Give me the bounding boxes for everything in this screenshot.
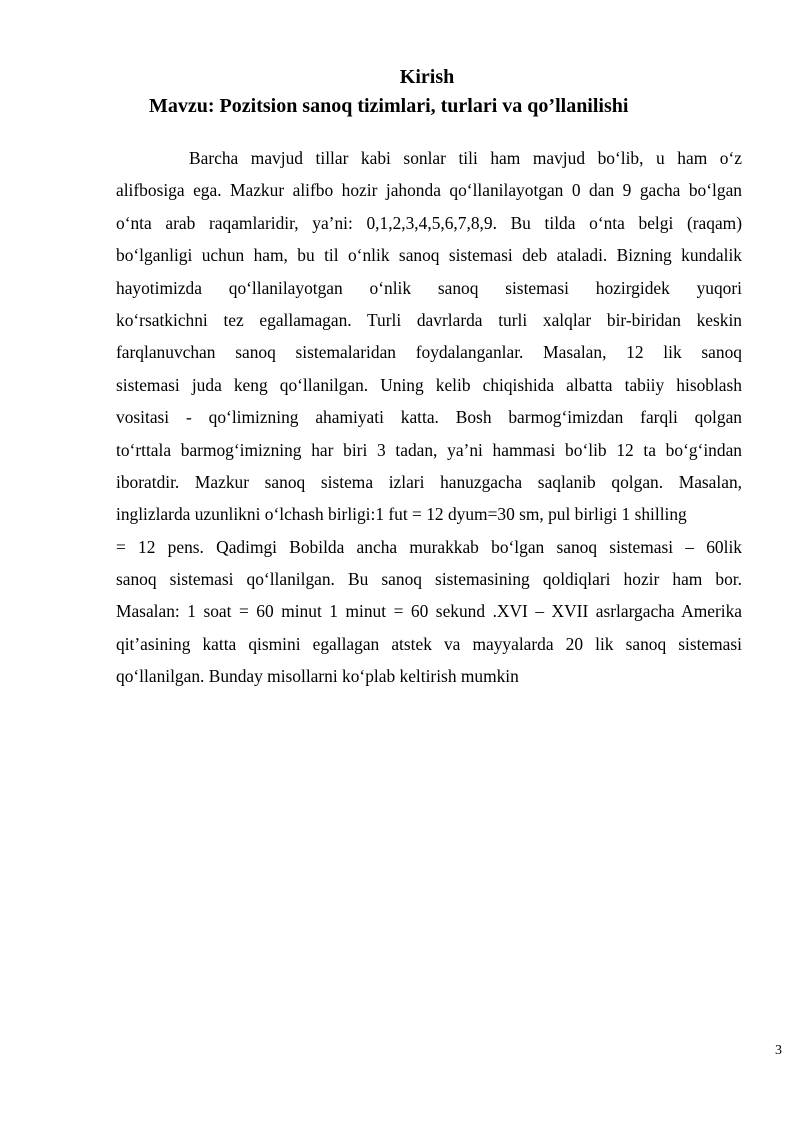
- paragraph-line: alifbosiga ega. Mazkur alifbo hozir jahonda qo‘llanilayotgan 0 dan 9 gacha bo‘lgan: [116, 180, 742, 201]
- body-paragraph: [116, 142, 742, 693]
- paragraph-line: sistemasi juda keng qo‘llanilgan. Uning kelib chiqishida albatta tabiiy hisoblash: [116, 374, 742, 395]
- paragraph-line: sanoq sistemasi qo‘llanilgan. Bu sanoq sistemasining qoldiqlari hozir ham bor.: [116, 569, 742, 590]
- paragraph-line: qit’asining katta qismini egallagan atstek va mayyalarda 20 lik sanoq sistemasi: [116, 633, 742, 654]
- paragraph-line: Barcha mavjud tillar kabi sonlar tili ham mavjud bo‘lib, u ham o‘z: [189, 148, 742, 168]
- paragraph-line: hayotimizda qo‘llanilayotgan o‘nlik sanoq sistemasi hozirgidek yuqori: [116, 277, 742, 298]
- paragraph-line: qo‘llanilgan. Bunday misollarni ko‘plab keltirish mumkin: [116, 666, 519, 687]
- topic-title: Mavzu: Pozitsion sanoq tizimlari, turlari va qo’llanilishi: [149, 95, 629, 117]
- paragraph-line: = 12 pens. Qadimgi Bobilda ancha murakkab bo‘lgan sanoq sistemasi – 60lik: [116, 536, 742, 557]
- paragraph-line: farqlanuvchan sanoq sistemalaridan foydalanganlar. Masalan, 12 lik sanoq: [116, 342, 742, 363]
- page-heading: Kirish: [399, 66, 455, 88]
- paragraph-line: iboratdir. Mazkur sanoq sistema izlari hanuzgacha saqlanib qolgan. Masalan,: [116, 471, 742, 492]
- paragraph-line: vositasi - qo‘limizning ahamiyati katta. Bosh barmog‘imizdan farqli qolgan: [116, 407, 742, 428]
- paragraph-line: o‘nta arab raqamlaridir, ya’ni: 0,1,2,3,4,5,6,7,8,9. Bu tilda o‘nta belgi (raqam): [116, 212, 742, 233]
- paragraph-line: to‘rttala barmog‘imizning har biri 3 tadan, ya’ni hammasi bo‘lib 12 ta bo‘g‘indan: [116, 439, 742, 460]
- paragraph-line: Masalan: 1 soat = 60 minut 1 minut = 60 sekund .XVI – XVII asrlargacha Amerika: [116, 601, 742, 622]
- page-number: 3: [775, 1043, 782, 1058]
- paragraph-line: ko‘rsatkichni tez egallamagan. Turli davrlarda turli xalqlar bir-biridan keskin: [116, 309, 742, 330]
- paragraph-line: inglizlarda uzunlikni o‘lchash birligi:1 fut = 12 dyum=30 sm, pul birligi 1 shilling: [116, 504, 687, 525]
- paragraph-line: bo‘lganligi uchun ham, bu til o‘nlik sanoq sistemasi deb ataladi. Bizning kundalik: [116, 245, 742, 266]
